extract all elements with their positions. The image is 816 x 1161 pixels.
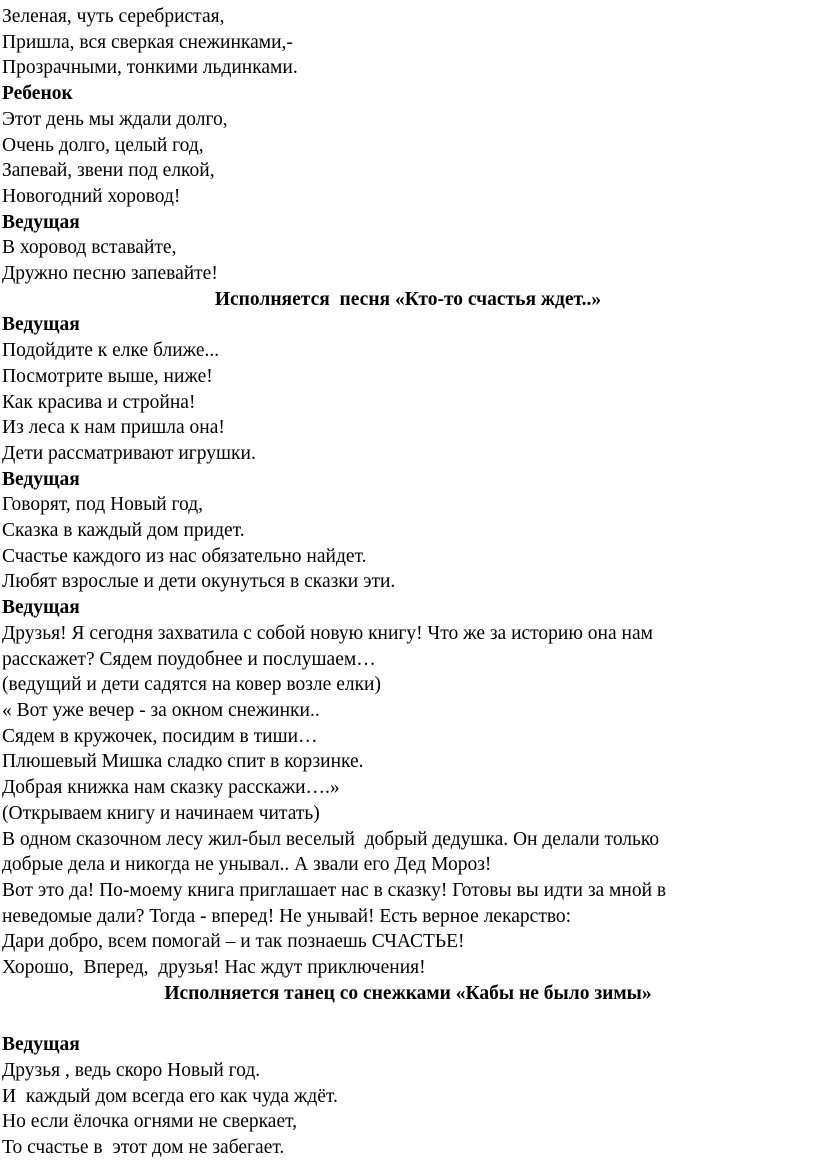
verse-line: Говорят, под Новый год, [2, 494, 204, 516]
prose-line: Дари добро, всем помогай – и так познаешь СЧАСТЬЕ! [2, 931, 465, 953]
verse-line: Плюшевый Мишка сладко спит в корзинке. [2, 751, 364, 773]
prose-line: Вот это да! По-моему книга приглашает нас в сказку! Готовы вы идти за мной в [2, 879, 667, 901]
stage-direction: Дети рассматривают игрушки. [2, 442, 256, 464]
song-heading: Исполняется песня «Кто-то счастья ждет..» [214, 288, 602, 310]
verse-line: Подойдите к елке ближе... [2, 340, 220, 362]
prose-line: расскажет? Сядем поудобнее и послушаем… [2, 648, 376, 670]
verse-line: Этот день мы ждали долго, [2, 108, 228, 130]
verse-line: Как красива и стройна! [2, 391, 196, 413]
verse-line: Пришла, вся сверкая снежинками,- [2, 31, 293, 53]
speaker-heading: Ведущая [2, 468, 80, 490]
dance-heading: Исполняется танец со снежками «Кабы не было зимы» [164, 982, 652, 1004]
speaker-heading: Ведущая [2, 1034, 80, 1056]
verse-line: « Вот уже вечер - за окном снежинки.. [2, 699, 320, 721]
prose-line: Друзья! Я сегодня захватила с собой новую книгу! Что же за историю она нам [2, 622, 653, 644]
prose-line: добрые дела и никогда не унывал.. А звали его Дед Мороз! [2, 854, 492, 876]
speaker-heading: Ребенок [2, 83, 73, 105]
verse-line: Друзья , ведь скоро Новый год. [2, 1059, 261, 1081]
speaker-heading: Ведущая [2, 597, 80, 619]
verse-line: Счастье каждого из нас обязательно найдет. [2, 545, 367, 567]
prose-line: В одном сказочном лесу жил-был веселый добрый дедушка. Он делали только [2, 828, 660, 850]
prose-line: Хорошо, Вперед, друзья! Нас ждут приключения! [2, 957, 426, 979]
speaker-heading: Ведущая [2, 314, 80, 336]
stage-direction: (ведущий и дети садятся на ковер возле елки) [2, 674, 381, 696]
verse-line: Добрая книжка нам сказку расскажи….» [2, 777, 340, 799]
verse-line: Дружно песню запевайте! [2, 263, 218, 285]
blank-line [2, 1006, 816, 1032]
verse-line: То счастье в этот дом не забегает. [2, 1136, 285, 1158]
verse-line: В хоровод вставайте, [2, 237, 177, 259]
document-text-body [2, 4, 816, 1161]
verse-line: Посмотрите выше, ниже! [2, 365, 213, 387]
verse-line: Сказка в каждый дом придет. [2, 520, 245, 542]
speaker-heading: Ведущая [2, 211, 80, 233]
verse-line: Но если ёлочка огнями не сверкает, [2, 1111, 298, 1133]
verse-line: Очень долго, целый год, [2, 134, 204, 156]
prose-line: неведомые дали? Тогда - вперед! Не унывай! Есть верное лекарство: [2, 905, 572, 927]
verse-line: Любят взрослые и дети окунуться в сказки эти. [2, 571, 396, 593]
verse-line: Сядем в кружочек, посидим в тиши… [2, 725, 318, 747]
verse-line: И каждый дом всегда его как чуда ждёт. [2, 1085, 338, 1107]
verse-line: Зеленая, чуть серебристая, [2, 6, 225, 27]
stage-direction: (Открываем книгу и начинаем читать) [2, 802, 320, 824]
verse-line: Запевай, звени под елкой, [2, 160, 215, 182]
verse-line: Прозрачными, тонкими льдинками. [2, 57, 298, 79]
verse-line: Из леса к нам пришла она! [2, 417, 225, 439]
verse-line: Новогодний хоровод! [2, 185, 181, 207]
